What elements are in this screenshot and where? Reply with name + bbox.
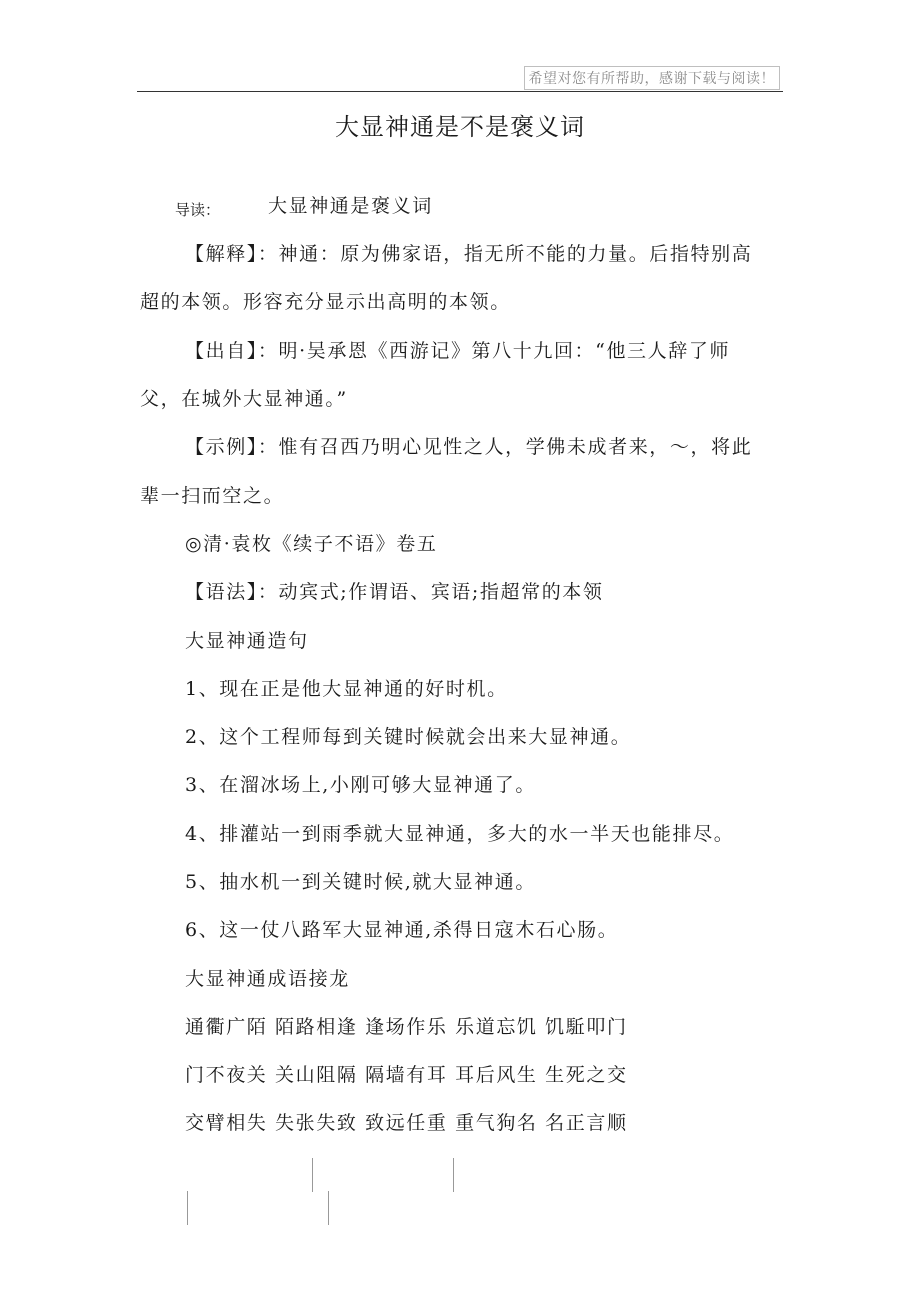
divider-line xyxy=(328,1191,329,1225)
list-item: 1、现在正是他大显神通的好时机。 xyxy=(185,678,508,700)
header-note: 希望对您有所帮助，感谢下载与阅读！ xyxy=(524,66,781,90)
divider-line xyxy=(312,1158,313,1192)
list-item: 6、这一仗八路军大显神通,杀得日寇木石心肠。 xyxy=(185,919,619,941)
section-heading: 大显神通成语接龙 xyxy=(185,968,350,990)
idiom-chain-row: 通衢广陌 陌路相逢 逢场作乐 乐道忘饥 饥駈叩门 xyxy=(185,1016,628,1038)
divider-line xyxy=(187,1191,188,1225)
list-item: 3、在溜冰场上,小刚可够大显神通了。 xyxy=(185,774,536,796)
body-line: 辈一扫而空之。 xyxy=(140,485,285,507)
idiom-chain-row: 交臂相失 失张失致 致远任重 重气狗名 名正言顺 xyxy=(185,1112,628,1134)
idiom-chain-row: 门不夜关 关山阻隔 隔墙有耳 耳后风生 生死之交 xyxy=(185,1064,628,1086)
body-line: ◎清·袁枚《续子不语》卷五 xyxy=(185,533,438,555)
body-line: 父，在城外大显神通。” xyxy=(140,388,348,410)
body-line: 【解释】：神通：原为佛家语，指无所不能的力量。后指特别高 xyxy=(185,243,753,265)
section-heading: 大显神通造句 xyxy=(185,630,309,652)
list-item: 5、抽水机一到关键时候,就大显神通。 xyxy=(185,871,536,893)
body-line: 【出自】：明·吴承恩《西游记》第八十九回：“他三人辞了师 xyxy=(185,340,731,362)
document-title: 大显神通是不是褒义词 xyxy=(335,113,585,141)
list-item: 2、这个工程师每到关键时候就会出来大显神通。 xyxy=(185,726,632,748)
body-line: 【示例】：惟有召西乃明心见性之人，学佛未成者来，～，将此 xyxy=(185,436,753,458)
body-line: 【语法】：动宾式;作谓语、宾语;指超常的本领 xyxy=(185,581,604,603)
body-line: 超的本领。形容充分显示出高明的本领。 xyxy=(140,291,511,313)
divider-line xyxy=(453,1158,454,1192)
daodu-text: 大显神通是褒义词 xyxy=(268,195,433,217)
list-item: 4、排灌站一到雨季就大显神通，多大的水一半天也能排尽。 xyxy=(185,823,735,845)
header-rule xyxy=(137,91,783,92)
daodu-label: 导读： xyxy=(175,201,221,219)
